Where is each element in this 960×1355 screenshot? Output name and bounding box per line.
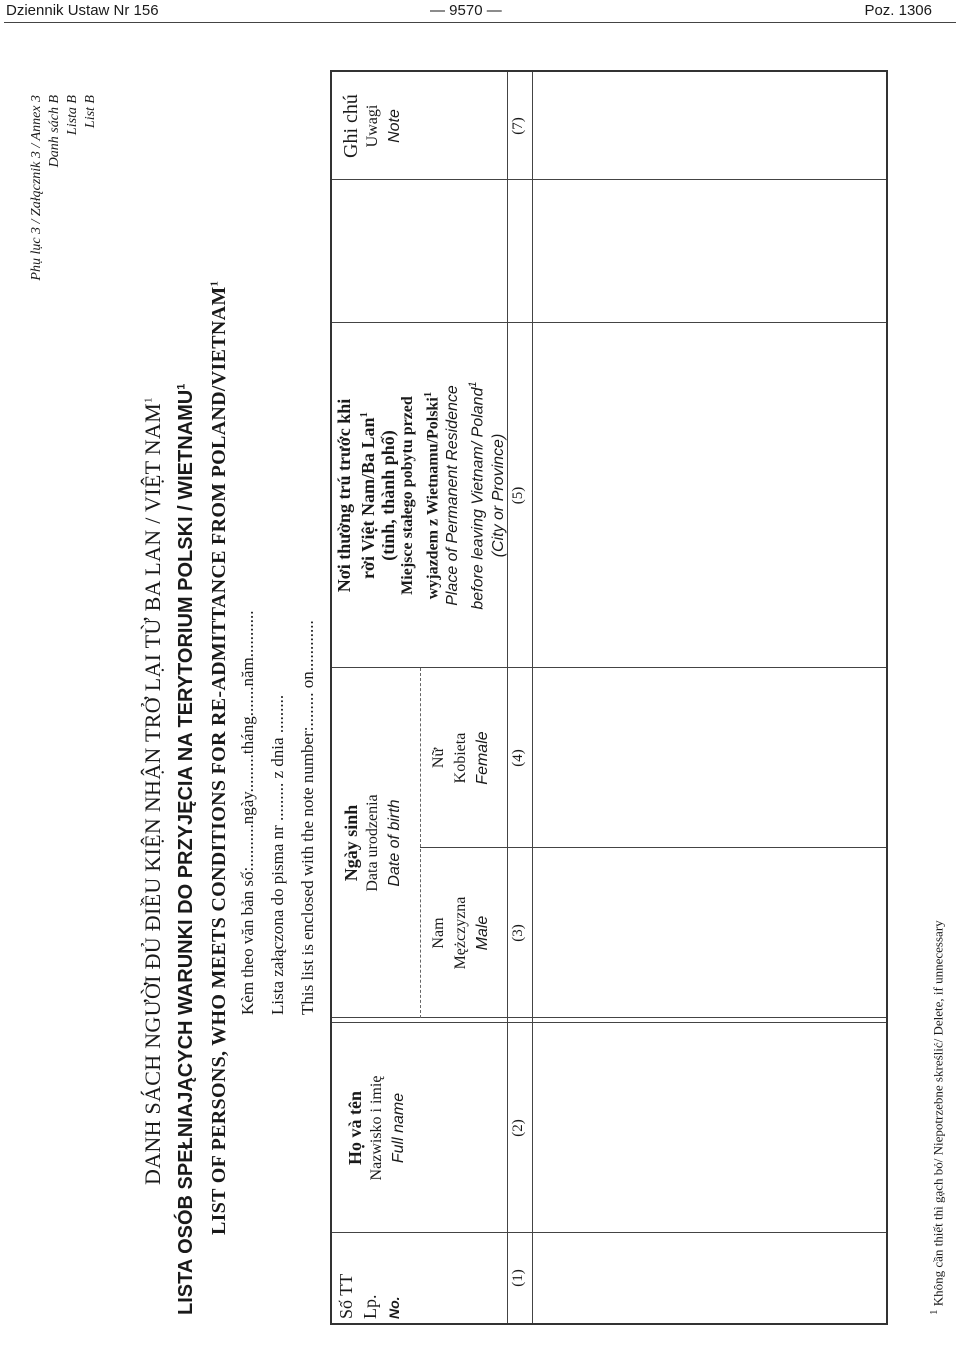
header-date-of-birth: Ngày sinh Data urodzenia Date of birth xyxy=(341,794,403,892)
header-bottom-line xyxy=(507,72,508,1323)
running-header xyxy=(0,0,960,24)
enclosure-vietnamese: Kèm theo văn bản số:..........ngày.........tháng.......năm........... xyxy=(238,610,257,1015)
header-permanent-residence: Nơi thường trú trước khi rời Việt Nam/Ba Lan$^1$ (tỉnh, thành phố) Miejsce stałego pobytu przed wyjazdem z Wietnamu/Polski$^1$ Place of Permanent Residence before leaving Vietnam/ Poland$^1$ (City or Province) xyxy=(334,381,507,610)
footnote: $^1$ Không cần thiết thì gạch bỏ/ Niepotrzebne skreślić/ Delete, if unnecessary xyxy=(928,920,946,1315)
persons-table xyxy=(330,70,888,1325)
header-no: Số TT Lp. No. xyxy=(336,1273,402,1319)
header-full-name: Họ và tên Nazwisko i imię Full name xyxy=(345,1075,407,1181)
title-english: LIST OF PERSONS, WHO MEETS CONDITIONS FOR RE-ADMITTANCE FROM POLAND/VIETNAM$^1$ xyxy=(208,280,230,1235)
col-divider xyxy=(332,1232,886,1233)
header-male: Nam Mężczyzna Male xyxy=(430,896,491,970)
header-note: Ghi chú Uwagi Note xyxy=(340,94,403,158)
col-divider xyxy=(332,1017,886,1018)
position-number: Poz. 1306 xyxy=(864,2,932,19)
header-female: Nữ Kobieta Female xyxy=(430,731,491,785)
col-number-5: (5) xyxy=(510,486,526,505)
col-divider xyxy=(332,1022,886,1023)
annex-line-3: Lista B xyxy=(65,95,80,136)
annex-line-1: Phụ lục 3 / Załącznik 3 / Annex 3 xyxy=(29,95,44,281)
enclosure-english: This list is enclosed with the note number:........ on............ xyxy=(298,620,317,1015)
title-vietnamese: DANH SÁCH NGƯỜI ĐỦ ĐIỀU KIỆN NHẬN TRỞ LẠI TỪ BA LAN / VIỆT NAM$^1$ xyxy=(140,397,165,1185)
annex-line-4: List B xyxy=(83,95,98,129)
title-polish: LISTA OSÓB SPEŁNIAJĄCYCH WARUNKI DO PRZYJĘCIA NA TERYTORIUM POLSKI / WIETNAMU$^1$ xyxy=(175,383,197,1315)
number-row-line xyxy=(532,72,533,1323)
rotated-page xyxy=(0,55,960,1355)
annex-block xyxy=(28,95,100,281)
page-number: — 9570 — xyxy=(430,2,502,19)
journal-name: Dziennik Ustaw Nr 156 xyxy=(6,2,159,19)
birth-subheader-divider xyxy=(420,668,421,1018)
col-number-7: (7) xyxy=(510,117,526,135)
header-rule xyxy=(4,22,956,23)
col-number-4: (4) xyxy=(510,749,526,767)
col-number-2: (2) xyxy=(510,1119,526,1137)
col-number-1: (1) xyxy=(510,1269,526,1287)
col-divider xyxy=(332,179,886,180)
col-number-3: (3) xyxy=(510,924,526,942)
annex-line-2: Danh sách B xyxy=(47,95,62,168)
enclosure-polish: Lista załączona do pisma nr ......... z dnia ......... xyxy=(268,694,287,1015)
